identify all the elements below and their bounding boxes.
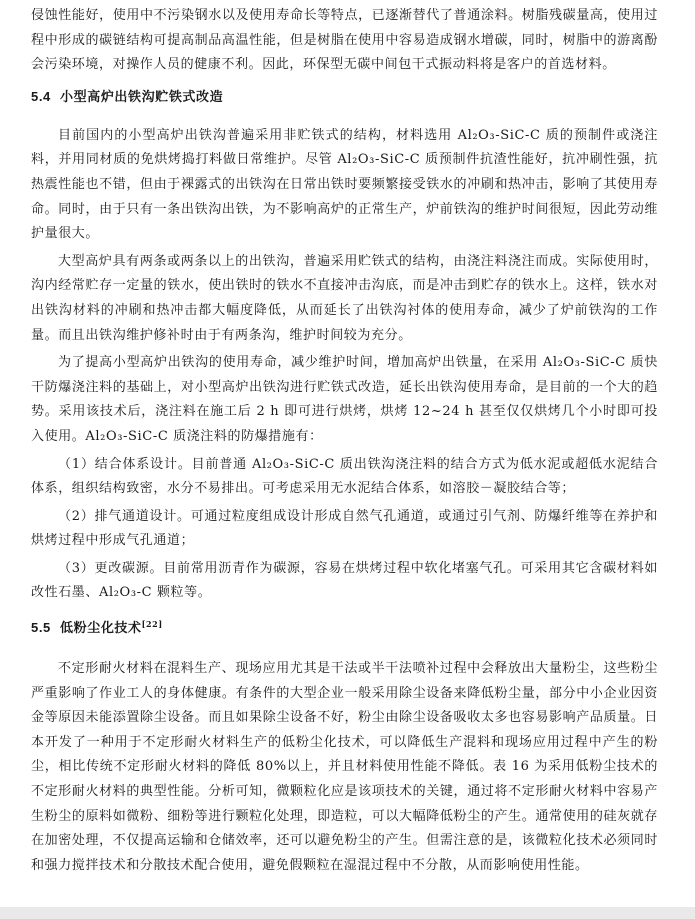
section-title: 低粉尘化技术 [60,621,142,637]
intro-paragraph: 侵蚀性能好，使用中不污染钢水以及使用寿命长等特点，已逐渐替代了普通涂料。树脂残碳量高，使用过程中形成的碳链结构可提高制品高温性能，但是树脂在使用中容易造成钢水增碳，同时，树脂中的游离酚会污染环境，对操作人员的健康不利。因此，环保型无碳中间包干式振动料将是客户的首选材料。 [31,8,658,73]
paragraph: 不定形耐火材料在混料生产、现场应用尤其是干法或半干法喷补过程中会释放出大量粉尘，这些粉尘严重影响了作业工人的身体健康。有条件的大型企业一般采用除尘设备来降低粉尘量，部分中小企业因资金等原因未能添置除尘设备。而且如果除尘设备不好，粉尘由除尘设备吸收太多也容易影响产品质量。日本开发了一种用于不定形耐火材料生产的低粉尘化技术，可以降低生产混料和现场应用过程中产生的粉尘，相比传统不定形耐火材料的降低 80%以上，并且材料使用性能不降低。表 16 为采用低粉尘技术的不定形耐火材料的典型性能。分析可知，微颗粒化应是该项技术的关键，通过将不定形耐火材料中容易产生粉尘的原料如微粉、细粉等进行颗粒化处理，即造粒，可以大幅降低粉尘的产生。通常使用的硅灰就存在加密处理，不仅提高运输和仓储效率，还可以避免粉尘的产生。但需注意的是，该微粒化技术必须同时和强力搅拌技术和分散技术配合使用，避免假颗粒在湿混过程中不分散，从而影响使用性能。 [31,661,658,873]
page-bottom-bar [0,907,695,919]
paragraph: 为了提高小型高炉出铁沟的使用寿命，减少维护时间，增加高炉出铁量，在采用 Al₂O₃-SiC-C 质快干防爆浇注料的基础上，对小型高炉出铁沟进行贮铁式改造，延长出铁沟使用寿命，是目前的一个大的趋势。采用该技术后，浇注料在施工后 2 h 即可进行烘烤，烘烤 12~24 h 甚至仅仅烘烤几个小时即可投入使用。Al₂O₃-SiC-C 质浇注料的防爆措施有： [31,355,658,444]
section-title: 小型高炉出铁沟贮铁式改造 [60,89,224,105]
measures-list [31,453,658,607]
reference-citation[interactable]: [22] [141,619,163,630]
section-heading-5-4 [31,85,658,110]
list-item: （2）排气通道设计。可通过粒度组成设计形成自然气孔通道，或通过引气剂、防爆纤维等在养护和烘烤过程中形成气孔通道； [31,508,658,549]
paragraph: 目前国内的小型高炉出铁沟普遍采用非贮铁式的结构，材料选用 Al₂O₃-SiC-C 质的预制件或浇注料，并用同材质的免烘烤捣打料做日常维护。尽管 Al₂O₃-SiC-C 质预制件抗渣性能好，抗冲刷性强，抗热震性能也不错，但由于裸露式的出铁沟在日常出铁时要频繁接受铁水的冲刷和热冲击，影响了其使用寿命。同时，由于只有一条出铁沟出铁，为不影响高炉的正常生产，炉前铁沟的维护时间很短，因此劳动维护量很大。 [31,127,658,242]
list-item: （3）更改碳源。目前常用沥青作为碳源，容易在烘烤过程中软化堵塞气孔。可采用其它含碳材料如改性石墨、Al₂O₃-C 颗粒等。 [31,560,658,601]
section-number: 5.4 [31,88,51,104]
paragraph: 大型高炉具有两条或两条以上的出铁沟，普遍采用贮铁式的结构，由浇注料浇注而成。实际使用时，沟内经常贮存一定量的铁水，使出铁时的铁水不直接冲击沟底，而是冲击到贮存的铁水上。这样，铁水对出铁沟材料的冲刷和热冲击都大幅度降低，从而延长了出铁沟衬体的使用寿命，减少了炉前铁沟的工作量。而且出铁沟维护修补时由于有两条沟，维护时间较为充分。 [31,253,658,343]
section-number: 5.5 [31,620,51,636]
section-heading-5-5 [31,612,658,641]
list-item: （1）结合体系设计。目前普通 Al₂O₃-SiC-C 质出铁沟浇注料的结合方式为低水泥或超低水泥结合体系，组织结构致密，水分不易排出。可考虑采用无水泥结合体系，如溶胶－凝胶结合等； [31,456,658,497]
